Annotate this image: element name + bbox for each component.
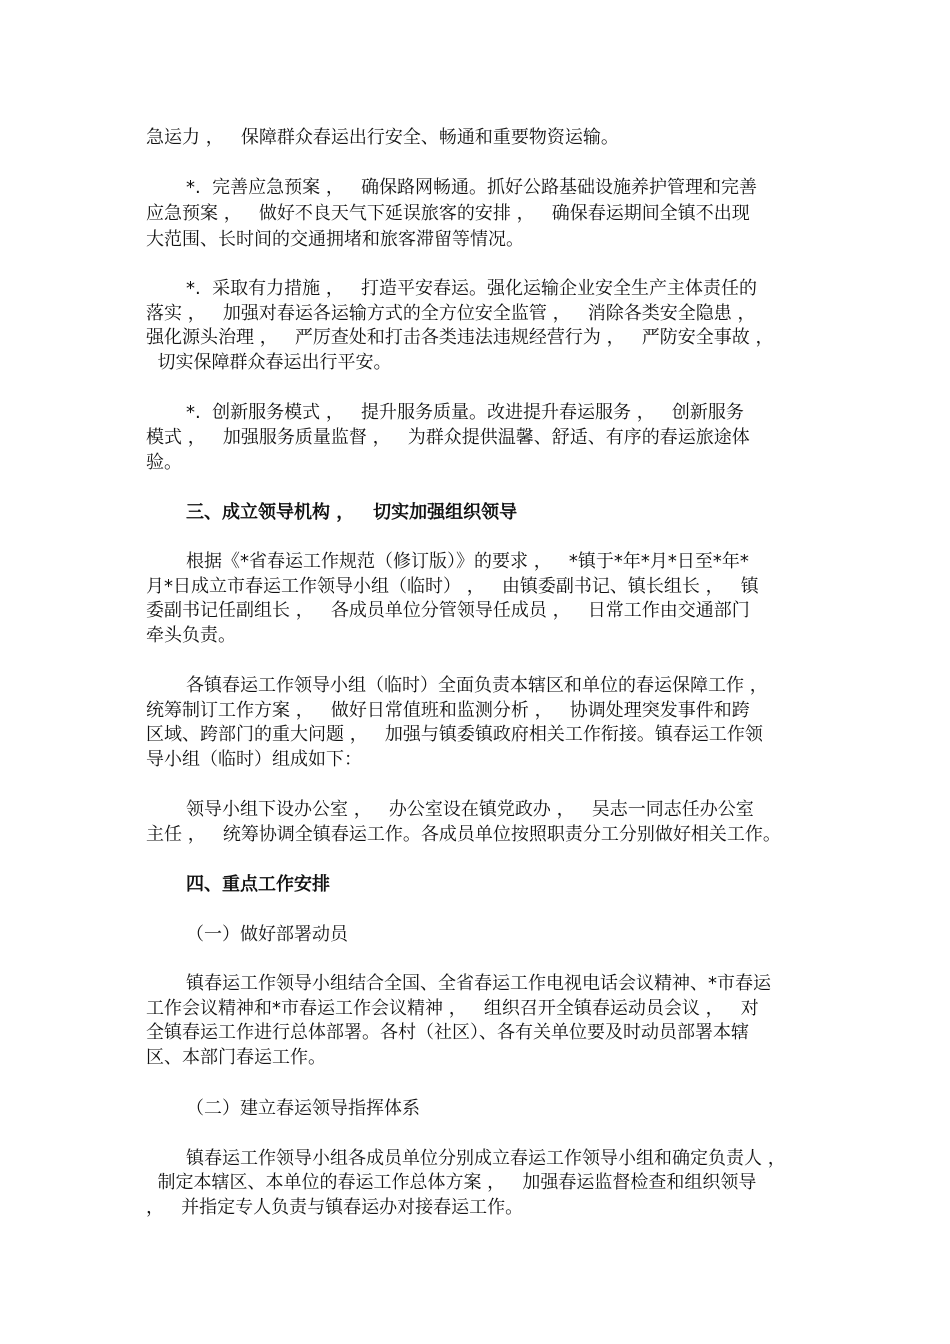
text-line: 模式 ， 加强服务质量监督 ， 为群众提供温馨、舒适、有序的春运旅途体 [146, 427, 750, 448]
text-line: 强化源头治理 ， 严厉查处和打击各类违法违规经营行为 ， 严防安全事故 ， [146, 327, 774, 348]
text-line: 全镇春运工作进行总体部署。各村（社区）、各有关单位要及时动员部署本辖 [146, 1022, 749, 1043]
section-heading: 四、重点工作安排 [186, 874, 330, 895]
text-line: 导小组（临时）组成如下： [146, 749, 362, 770]
text-line: 区、本部门春运工作。 [146, 1047, 326, 1068]
text-line: 主任 ， 统筹协调全镇春运工作。各成员单位按照职责分工分别做好相关工作。 [146, 824, 781, 845]
text-line: 制定本辖区、本单位的春运工作总体方案 ， 加强春运监督检查和组织领导 [146, 1172, 757, 1193]
paragraph-first-line: 镇春运工作领导小组各成员单位分别成立春运工作领导小组和确定负责人 ， [186, 1148, 786, 1169]
paragraph-first-line: 各镇春运工作领导小组（临时）全面负责本辖区和单位的春运保障工作 ， [186, 675, 768, 696]
paragraph-first-line: 领导小组下设办公室 ， 办公室设在镇党政办 ， 吴志一同志任办公室 [186, 799, 754, 820]
text-line: 大范围、长时间的交通拥堵和旅客滞留等情况。 [146, 229, 524, 250]
text-line: 应急预案 ， 做好不良天气下延误旅客的安排 ， 确保春运期间全镇不出现 [146, 203, 750, 224]
text-line: 急运力 ， 保障群众春运出行安全、畅通和重要物资运输。 [146, 127, 619, 148]
paragraph-first-line: 镇春运工作领导小组结合全国、全省春运工作电视电话会议精神、*市春运 [186, 973, 771, 994]
text-line: 月*日成立市春运工作领导小组（临时） ， 由镇委副书记、镇长组长 ， 镇 [146, 576, 759, 597]
text-line: 委副书记任副组长 ， 各成员单位分管领导任成员 ， 日常工作由交通部门 [146, 600, 750, 621]
subsection-heading: （一）做好部署动员 [186, 924, 348, 945]
text-line: ， 并指定专人负责与镇春运办对接春运工作。 [146, 1197, 524, 1218]
text-line: 落实 ， 加强对春运各运输方式的全方位安全监管 ， 消除各类安全隐患 ， [146, 303, 756, 324]
list-item-line: *. 采取有力措施 ， 打造平安春运。强化运输企业安全生产主体责任的 [186, 278, 758, 299]
text-line: 验。 [146, 452, 182, 473]
text-line: 区域、跨部门的重大问题 ， 加强与镇委镇政府相关工作衔接。镇春运工作领 [146, 724, 763, 745]
list-item-line: *. 创新服务模式 ， 提升服务质量。改进提升春运服务 ， 创新服务 [186, 402, 744, 423]
section-heading: 三、成立领导机构 ， 切实加强组织领导 [186, 502, 518, 523]
text-line: 切实保障群众春运出行平安。 [146, 352, 392, 373]
subsection-heading: （二）建立春运领导指挥体系 [186, 1098, 420, 1119]
paragraph-first-line: 根据《*省春运工作规范（修订版）》的要求 ， *镇于*年*月*日至*年* [186, 551, 749, 572]
text-line: 牵头负责。 [146, 625, 236, 646]
text-line: 工作会议精神和*市春运工作会议精神 ， 组织召开全镇春运动员会议 ， 对 [146, 998, 759, 1019]
list-item-line: *. 完善应急预案 ， 确保路网畅通。抓好公路基础设施养护管理和完善 [186, 177, 758, 198]
text-line: 统筹制订工作方案 ， 做好日常值班和监测分析 ， 协调处理突发事件和跨 [146, 700, 750, 721]
